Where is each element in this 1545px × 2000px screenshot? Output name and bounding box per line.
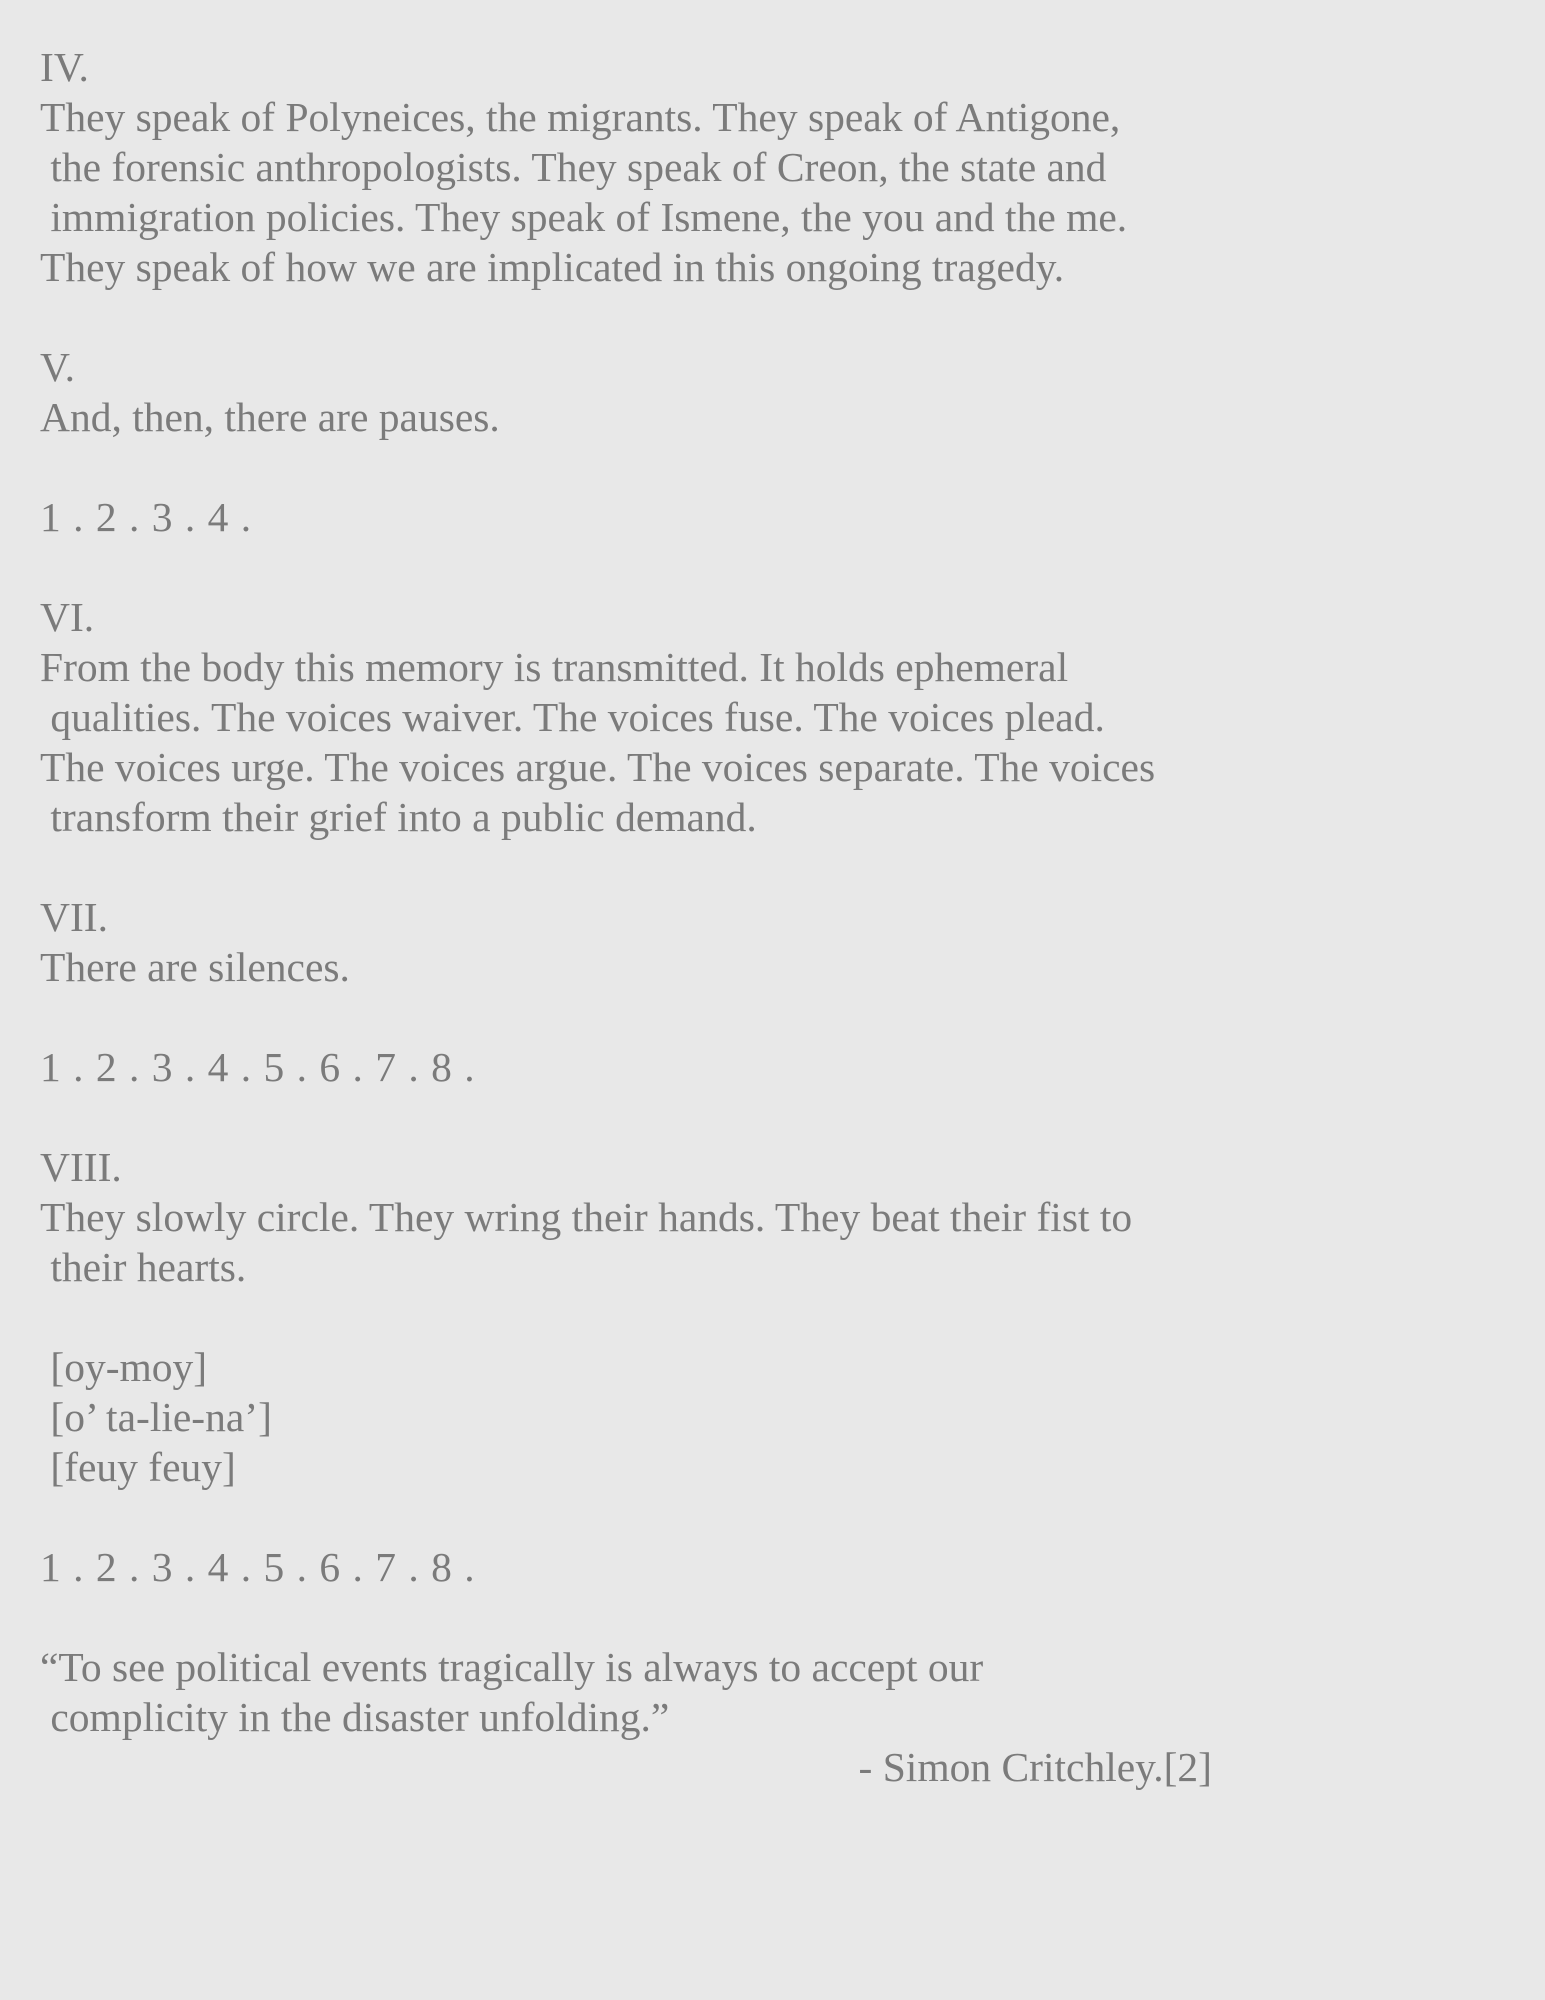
chant-line: [o’ ta-lie-na’]: [40, 1394, 272, 1440]
section-numeral: V.: [40, 344, 75, 390]
section-paragraph: [40, 92, 1212, 292]
text-line: They speak of how we are implicated in this ongoing tragedy.: [40, 244, 1065, 290]
section-numeral: VI.: [40, 594, 95, 640]
spacer: [40, 1292, 1212, 1342]
silence-count: 1 . 2 . 3 . 4 . 5 . 6 . 7 . 8 .: [40, 1044, 476, 1090]
spacer: [40, 1492, 1212, 1542]
quote-attribution: - Simon Critchley.[2]: [858, 1744, 1212, 1790]
closing-quote: [40, 1642, 1212, 1792]
document-page: [40, 42, 1212, 1792]
pause-count: 1 . 2 . 3 . 4 .: [40, 494, 253, 540]
text-line: transform their grief into a public demand.: [40, 794, 757, 840]
spacer: [40, 442, 1212, 492]
section-v: [40, 342, 1212, 542]
chant-line: [oy-moy]: [40, 1344, 208, 1390]
text-line: qualities. The voices waiver. The voices fuse. The voices plead.: [40, 694, 1105, 740]
quote-line: “To see political events tragically is always to accept our: [40, 1644, 984, 1690]
spacer: [40, 992, 1212, 1042]
text-line: the forensic anthropologists. They speak of Creon, the state and: [40, 144, 1107, 190]
section-viii: [40, 1142, 1212, 1592]
section-vii: [40, 892, 1212, 1092]
text-line: There are silences.: [40, 944, 350, 990]
spacer: [40, 1592, 1212, 1642]
section-paragraph: [40, 1192, 1212, 1292]
section-paragraph: [40, 642, 1212, 842]
chant-block: [40, 1342, 1212, 1492]
chant-line: [feuy feuy]: [40, 1444, 236, 1490]
text-line: their hearts.: [40, 1244, 247, 1290]
spacer: [40, 842, 1212, 892]
text-line: From the body this memory is transmitted. It holds ephemeral: [40, 644, 1069, 690]
text-line: And, then, there are pauses.: [40, 394, 500, 440]
quote-line: complicity in the disaster unfolding.”: [40, 1694, 670, 1740]
chant-count: 1 . 2 . 3 . 4 . 5 . 6 . 7 . 8 .: [40, 1544, 476, 1590]
text-line: They slowly circle. They wring their hands. They beat their fist to: [40, 1194, 1133, 1240]
section-numeral: IV.: [40, 44, 89, 90]
section-vi: [40, 592, 1212, 842]
section-iv: [40, 42, 1212, 292]
section-paragraph: [40, 392, 1212, 442]
spacer: [40, 1092, 1212, 1142]
section-numeral: VIII.: [40, 1144, 122, 1190]
spacer: [40, 292, 1212, 342]
spacer: [40, 542, 1212, 592]
text-line: The voices urge. The voices argue. The voices separate. The voices: [40, 744, 1156, 790]
text-line: immigration policies. They speak of Ismene, the you and the me.: [40, 194, 1128, 240]
text-line: They speak of Polyneices, the migrants. They speak of Antigone,: [40, 94, 1121, 140]
section-paragraph: [40, 942, 1212, 992]
section-numeral: VII.: [40, 894, 108, 940]
